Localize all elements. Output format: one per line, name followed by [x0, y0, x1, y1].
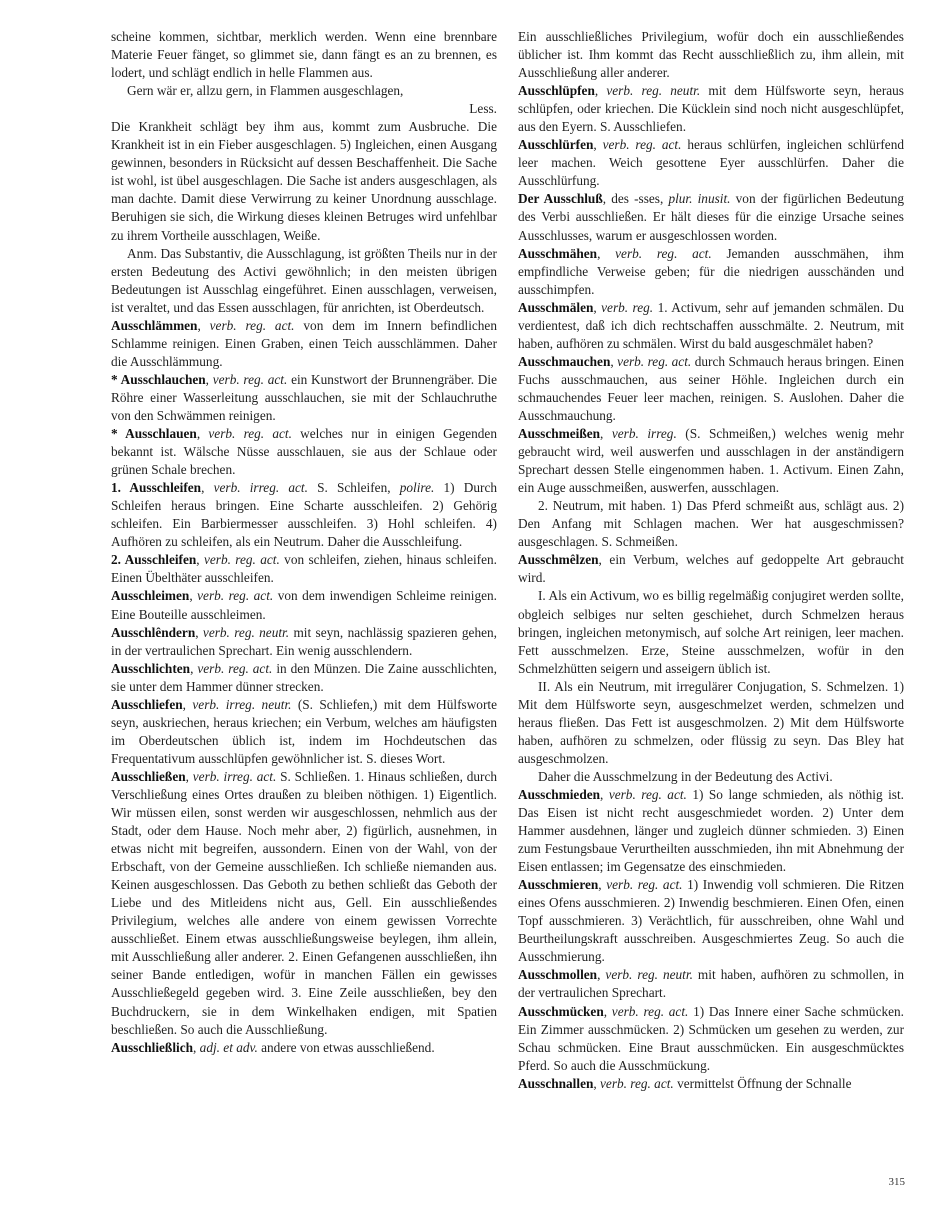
grammar-label: verb. reg. neutr.	[202, 624, 290, 640]
entry-ausschmaehen: Ausschmähen, verb. reg. act. Jemanden ausschmähen, ihm empfindliche Verweise geben; für die niedrigen ausschänden und ausschimpfen.	[518, 245, 904, 297]
annotation-paragraph: Anm. Das Substantiv, die Ausschlagung, ist größten Theils nur in der ersten Bedeutung des Activi gewöhnlich; in den meisten übrigen Bedeutungen ist Ausschlag eingeführet. Einen ausschlagen, verweisen, ist veraltet, und das Essen ausschlagen, für anrichten, ist Oberdeutsch.	[111, 245, 497, 315]
entry-ausschmaelen: Ausschmälen, verb. reg. 1. Activum, sehr auf jemanden schmälen. Du verdientest, daß ich dich rechtschaffen ausschmälte. 2. Neutrum, mit haben, aufhören zu schmälen. Wirst du bald ausgeschmälet haben?	[518, 299, 904, 351]
entry-headword: Ausschlämmen	[111, 317, 198, 333]
entry-text: , ein Verbum, welches auf gedoppelte Art gebraucht wird.	[518, 552, 904, 586]
page-number: 315	[888, 1176, 905, 1188]
entry-headword: Ausschnallen	[518, 1075, 594, 1091]
grammar-label: verb. reg. act.	[602, 137, 682, 153]
entry-article: Der	[518, 191, 544, 207]
left-column	[111, 28, 497, 1057]
entry-headword: Ausschlüpfen	[518, 83, 595, 99]
entry-headword: Ausschließlich	[111, 1039, 194, 1055]
entry-text: S. Schleifen,	[307, 480, 400, 496]
entry-text: mit seyn, nachlässig spazieren gehen, in der vertraulichen Sprechart. Ein wenig ausschlendern.	[111, 624, 497, 658]
entry-ausschlendern: Ausschlêndern, verb. reg. neutr. mit seyn, nachlässig spazieren gehen, in der vertraulichen Sprechart. Ein wenig ausschlendern.	[111, 624, 497, 658]
entry-ausschliesslich: Ausschließlich, adj. et adv. andere von etwas ausschließend.	[111, 1039, 435, 1055]
entry-text: von der figürlichen Bedeutung des Verbi ausschließen. Er hält dieses für die einzige Ursache seines Ausschlusses, warum er ausgeschlossen worden.	[518, 191, 904, 243]
continued-paragraph: scheine kommen, sichtbar, merklich werden. Wenn eine brennbare Materie Feuer fänget, so glimmet sie, dann fängt es an zu brennen, es lodert, und schlägt endlich in helle Flammen aus.	[111, 29, 497, 81]
entry-text: (S. Schmeißen,) welches wenig mehr gebraucht wird, weil auswerfen und ausschlagen in der anständigern Sprechart dessen Stelle eingenommen haben. 1. Activum. Einen Zahn, ein Auge ausschmeißen, auswerfen, ausschlagen.	[518, 426, 905, 496]
entry-headword: Ausschmieren	[518, 877, 599, 893]
quote-source: Less.	[469, 101, 497, 117]
entry-ausschmieden: Ausschmieden, verb. reg. act. 1) So lange schmieden, als nöthig ist. Das Eisen ist nicht recht ausgeschmiedet worden. 2) Unter dem Hammer ausdehnen, länger und zugleich dünner schmieden. 3) Einen zum Festungsbaue Verurtheilten ausschmieden, ihn mit Abnehmung der Eisen entlassen; im Gegensatze des einschmieden.	[518, 786, 904, 875]
grammar-label: verb. irreg. neutr.	[192, 696, 292, 712]
entry-headword: Ausschlauchen	[120, 371, 206, 387]
entry-text: von schleifen, ziehen, hinaus schleifen. Einen Übelthäter ausschleifen.	[111, 552, 497, 586]
entry-ausschmieren: Ausschmieren, verb. reg. act. 1) Inwendig voll schmieren. Die Ritzen eines Ofens ausschmieren. 2) Inwendig beschmieren. Einen Ofen, einen Topf ausschmieren. 3) Verächtlich, für ausschreiben, ohne Wahl und Beurtheilungskraft ausschreiben. Ausgeschmiertes Zeug. So auch die Ausschmierung.	[518, 877, 904, 965]
entry-text: Auslohen. Daher die Ausschmauchung.	[518, 389, 904, 423]
entry-headword: Ausschlichten	[111, 660, 191, 676]
grammar-label: verb. reg. act.	[197, 660, 273, 676]
entry-ausschlichten: Ausschlichten, verb. reg. act. in den Münzen. Die Zaine ausschlichten, sie unter dem Hammer dünner strecken.	[111, 660, 497, 694]
entry-text: Jemanden ausschmähen, ihm empfindliche Verweise geben; für die niedrigen ausschänden und ausschimpfen.	[518, 245, 904, 297]
grammar-label: verb. reg. neutr.	[606, 83, 701, 99]
entry-text: 1) So lange schmieden, als nöthig ist. Das Eisen ist nicht recht ausgeschmiedet worden. 2) Unter dem Hammer ausdehnen, länger und zugleich dünner schmieden. 3) Einen zum Festungsbaue Verurtheilten ausschmieden, ihn mit Abnehmung der Eisen entlassen; im Gegensatze des einschmieden.	[518, 786, 904, 875]
entry-text: von dem im Innern befindlichen Schlamme reinigen. Einen Graben, einen Teich ausschlämmen. Daher die Ausschlämmung.	[111, 317, 497, 369]
entry-headword: Ausschmücken	[518, 1003, 604, 1019]
entry-ausschmeissen: Ausschmeißen, verb. irreg. (S. Schmeißen,) welches wenig mehr gebraucht wird, weil auswerfen und ausschlagen in der anständigern Sprechart dessen Stelle eingenommen haben. 1. Activum. Einen Zahn, ein Auge ausschmeißen, auswerfen, ausschlagen.	[518, 426, 905, 496]
entry-headword: Ausschlauen	[125, 426, 197, 442]
entry-ausschliefen: Ausschliefen, verb. irreg. neutr. (S. Schliefen,) mit dem Hülfsworte seyn, auskriechen, heraus kriechen; ein Verbum, welches am häufigsten im Oberdeutschen üblich ist, indem im Hochdeutschen das Frequentativum ausschlüpfen gewöhnlicher ist. S. dieses Wort.	[111, 696, 497, 766]
entry-text: (S. Schliefen,) mit dem Hülfsworte seyn, auskriechen, heraus kriechen; ein Verbum, welches am häufigsten im Oberdeutschen üblich ist, indem im Hochdeutschen das Frequentativum ausschlüpfen gewöhnlicher ist. S. dieses Wort.	[111, 696, 497, 766]
sub-sense: II. Als ein Neutrum, mit irregulärer Conjugation, S. Schmelzen. 1) Mit dem Hülfsworte seyn, ausgeschmelzet werden, schmelzen und heraus fließen. Das Fett ist ausgeschmolzen. 2) Mit dem Hülfsworte haben, aufhören zu schmelzen, oder flüssig zu seyn. Das Bley hat ausgeschmolzen.	[518, 678, 904, 766]
entry-ausschleifen-2: 2. Ausschleifen, verb. reg. act. von schleifen, ziehen, hinaus schleifen. Einen Übelthäter ausschleifen.	[111, 552, 497, 586]
entry-text: ein Kunstwort der Brunnengräber. Die Röhre einer Wasserleitung ausschlauchen, sie mit der Schlauchruthe von den Schwämmen reinigen.	[111, 371, 497, 423]
entry-number: 2.	[111, 552, 125, 568]
entry-text: mit haben, aufhören zu schmollen, in der vertraulichen Sprechart.	[518, 967, 904, 1001]
entry-text: vermittelst Öffnung der Schnalle	[673, 1075, 852, 1091]
entry-ausschmollen: Ausschmollen, verb. reg. neutr. mit haben, aufhören zu schmollen, in der vertraulichen Sprechart.	[518, 967, 904, 1001]
entry-text: 1. Activum, sehr auf jemanden schmälen. Du verdientest, daß ich dich rechtschaffen ausschmälte. 2. Neutrum, mit haben, aufhören zu schmälen. Wirst du bald ausgeschmälet haben?	[518, 299, 904, 351]
sub-sense: Daher die Ausschmelzung in der Bedeutung des Activi.	[538, 768, 833, 784]
grammar-label: verb. reg. act.	[617, 353, 692, 369]
entry-ausschnallen: Ausschnallen, verb. reg. act. vermittelst Öffnung der Schnalle	[518, 1075, 852, 1091]
sub-sense: 2. Neutrum, mit haben. 1) Das Pferd schmeißt aus, schlägt aus. 2) Den Anfang mit Schlagen machen. Wer hat ausgeschmissen? ausgeschlagen. S. Schmeißen.	[518, 498, 904, 550]
grammar-label: verb. reg. act.	[611, 1003, 689, 1019]
entry-headword: Ausschmälen	[518, 299, 594, 315]
grammar-label: verb. irreg. act.	[192, 768, 277, 784]
entry-ausschluerfen: Ausschlürfen, verb. reg. act. heraus schlürfen, ingleichen schlürfend leer machen. Weich gesottene Eyer ausschlürfen. Daher die Ausschlürfung.	[518, 137, 904, 189]
grammar-label: plur. inusit.	[668, 191, 731, 207]
entry-headword: Ausschmieden	[518, 786, 601, 802]
entry-text: durch Schmauch heraus bringen. Einen Fuchs ausschmauchen, aus seiner Höhle. Ingleichen durch ein schmauchendes Feuer leer machen, reinigen. S.	[518, 353, 904, 405]
entry-headword: Ausschliefen	[111, 696, 183, 712]
entry-headword: Ausschlürfen	[518, 137, 594, 153]
grammar-label: verb. reg. neutr.	[605, 967, 693, 983]
entry-marker: *	[111, 371, 121, 387]
latin-gloss: polire.	[399, 480, 435, 496]
entry-headword: Ausschmauchen	[518, 353, 611, 369]
entry-ausschmelzen	[518, 551, 904, 587]
entry-ausschleifen-1: 1. Ausschleifen, verb. irreg. act. S. Schleifen, polire. 1) Durch Schleifen heraus bringen. Eine Scharte ausschleifen. 2) Gehörig schleifen. Ein Barbiermesser ausschleifen. 3) Hohl schleifen. 4) Aufhören zu schleifen, als ein Neutrum. Daher die Ausschleifung.	[111, 480, 497, 550]
entry-ausschluepfen: Ausschlüpfen, verb. reg. neutr. mit dem Hülfsworte seyn, heraus schlüpfen, oder kriechen. Die Kücklein sind noch nicht ausgeschlüpfet, aus den Eyern. S. Ausschliefen.	[518, 83, 904, 135]
entry-headword: Ausschluß	[543, 191, 603, 207]
grammar-label: adj. et adv.	[199, 1039, 258, 1055]
grammar-label: verb. reg. act.	[608, 786, 687, 802]
entry-ausschlaemmen: Ausschlämmen, verb. reg. act. von dem im Innern befindlichen Schlamme reinigen. Einen Graben, einen Teich ausschlämmen. Daher die Ausschlämmung.	[111, 317, 497, 369]
entry-headword: Ausschleimen	[111, 588, 190, 604]
grammar-label: verb. irreg.	[611, 426, 677, 442]
entry-headword: Ausschleifen	[129, 480, 202, 496]
entry-headword: Ausschmollen	[518, 967, 598, 983]
grammar-label: verb. reg. act.	[600, 1075, 674, 1091]
entry-ausschlauchen: * Ausschlauchen, verb. reg. act. ein Kunstwort der Brunnengräber. Die Röhre einer Wasserleitung ausschlauchen, sie mit der Schlauchruthe von den Schwämmen reinigen.	[111, 371, 497, 423]
entry-ausschmauchen: Ausschmauchen, verb. reg. act. durch Schmauch heraus bringen. Einen Fuchs ausschmauchen, aus seiner Höhle. Ingleichen durch ein schmauchendes Feuer leer machen, reinigen. S. Auslohen. Daher die Ausschmauchung.	[518, 353, 904, 423]
entry-text: andere von etwas ausschließend.	[257, 1039, 435, 1055]
poem-quote: Gern wär er, allzu gern, in Flammen ausgeschlagen,	[127, 83, 404, 99]
entry-headword: Ausschmêlzen	[518, 552, 599, 568]
entry-headword: Ausschlêndern	[111, 624, 196, 640]
entry-text: von dem inwendigen Schleime reinigen. Eine Bouteille ausschleimen.	[111, 588, 497, 622]
right-column	[518, 28, 904, 1093]
entry-text: in den Münzen. Die Zaine ausschlichten, sie unter dem Hammer dünner strecken.	[111, 660, 497, 694]
entry-ausschliessen: Ausschließen, verb. irreg. act. S. Schließen. 1. Hinaus schließen, durch Verschließung eines Ortes draußen zu bleiben nöthigen. 1) Eigentlich. Wir müssen eilen, sonst werden wir ausgeschlossen, nehmlich aus der Stadt, oder dem Hause. Noch mehr aber, 2) figürlich, ausnehmen, in etwas nicht mit begreifen, aussondern. Einen von der Wahl, von der Erbschaft, von der Gemeine ausschließen. Ich schließe niemanden aus. Keinen ausgeschlossen. Das Geboth zu bethen schließt das Geboth der Liebe und des Mitleidens nicht aus, Gell. Ein ausschließendes Privilegium, welches alle andere von einem gewissen Vorrechte ausschließet. Einem etwas ausschließungsweise beylegen, ihm allein, mit Ausschließung aller anderer. 2. Einen Gefangenen ausschließen, ihn seiner Bande entledigen, wofür in manchen Fällen ein gewisses Ausschließegeld gegeben wird. 3. Eine Zeile ausschließen, bey den Buchdruckern, sie in dem Winkelhaken endigen, mit Spatien beschließen. So auch die Ausschließung.	[111, 768, 497, 1037]
entry-text: heraus schlürfen, ingleichen schlürfend leer machen. Weich gesottene Eyer ausschlürfen. Daher die Ausschlürfung.	[518, 137, 904, 189]
entry-ausschlauen: * Ausschlauen, verb. reg. act. welches nur in einigen Gegenden bekannt ist. Wälsche Nüsse ausschlauen, sie aus der Schlaue oder grünen Schale brechen.	[111, 426, 497, 478]
entry-ausschluss	[518, 190, 904, 244]
grammar-label: verb. reg.	[601, 299, 654, 315]
grammar-label: verb. irreg. act.	[213, 480, 308, 496]
grammar-label: verb. reg. act.	[197, 588, 274, 604]
grammar-label: verb. reg. act.	[606, 877, 683, 893]
grammar-label: verb. reg. act.	[212, 371, 288, 387]
entry-text: 1) Inwendig voll schmieren. Die Ritzen eines Ofens ausschmieren. 2) Inwendig beschmieren. Einen Ofen, einen Topf ausschmieren. 3) Verächtlich, für ausschreiben, ohne Wahl und Beurtheilungskraft ausschreiben. Ausgeschmiertes Zeug. So auch die Ausschmierung.	[518, 877, 904, 965]
entry-ausschleimen: Ausschleimen, verb. reg. act. von dem inwendigen Schleime reinigen. Eine Bouteille ausschleimen.	[111, 588, 497, 622]
grammar-label: verb. reg. act.	[209, 317, 295, 333]
entry-headword: Ausschließen	[111, 768, 186, 784]
entry-headword: Ausschmeißen	[518, 426, 601, 442]
entry-text: 1) Durch Schleifen heraus bringen. Eine Scharte ausschleifen. 2) Gehörig schleifen. Ein Barbiermesser ausschleifen. 3) Hohl schleifen. 4) Aufhören zu schleifen, als ein Neutrum. Daher die Ausschleifung.	[111, 480, 497, 550]
entry-number: 1.	[111, 480, 130, 496]
continued-paragraph: Ein ausschließliches Privilegium, wofür doch ein ausschließendes üblicher ist. Ihm kommt das Recht ausschließlich zu, ihm allein, mit Ausschließung aller anderer.	[518, 29, 904, 81]
entry-ausschmuecken: Ausschmücken, verb. reg. act. 1) Das Innere einer Sache schmücken. Ein Zimmer ausschmücken. 2) Schmücken um gesehen zu werden, zur Schau schmücken. Eine Braut ausschmücken. Ein ausgeschmücktes Pferd. So auch die Ausschmückung.	[518, 1003, 904, 1073]
grammar-label: verb. reg. act.	[615, 245, 712, 261]
entry-headword: Ausschmähen	[518, 245, 598, 261]
entry-text: S. Schließen. 1. Hinaus schließen, durch Verschließung eines Ortes draußen zu bleiben nöthigen. 1) Eigentlich. Wir müssen eilen, sonst werden wir ausgeschlossen, nehmlich aus der Stadt, oder dem Hause. Noch mehr aber, 2) figürlich, ausnehmen, in etwas nicht mit begreifen, aussondern. Einen von der Wahl, von der Erbschaft, von der Gemeine ausschließen. Ich schließe niemanden aus. Keinen ausgeschlossen. Das Geboth zu bethen schließt das Geboth der Liebe und des Mitleidens nicht aus, Gell. Ein ausschließendes Privilegium, welches alle andere von einem gewissen Vorrechte ausschließet. Einem etwas ausschließungsweise beylegen, ihm allein, mit Ausschließung aller anderer. 2. Einen Gefangenen ausschließen, ihn seiner Bande entledigen, wofür in manchen Fällen ein gewisses Ausschließegeld gegeben wird. 3. Eine Zeile ausschließen, bey den Buchdruckern, sie in dem Winkelhaken endigen, mit Spatien beschließen. So auch die Ausschließung.	[111, 768, 497, 1037]
grammar-label: verb. reg. act.	[203, 552, 280, 568]
paragraph: Die Krankheit schlägt bey ihm aus, kommt zum Ausbruche. Die Krankheit ist in ein Fieber ausgeschlagen. 5) Ingleichen, einen Ausgang gewinnen, besonders in Rücksicht auf dessen Beschaffenheit. Die Sache ist wohl, ist übel ausgeschlagen. Die Sache ist anders ausgeschlagen, als man dachte. Damit diese Verwirrung zu keiner Unordnung ausschlage. Beruhigen sie sich, die Wirkung dieses kleinen Betruges wird unfehlbar zu ihrem Vortheile ausschlagen, Weiße.	[111, 119, 497, 243]
entry-text: 1) Das Innere einer Sache schmücken. Ein Zimmer ausschmücken. 2) Schmücken um gesehen zu werden, zur Schau schmücken. Eine Braut ausschmücken. Ein ausgeschmücktes Pferd. So auch die Ausschmückung.	[518, 1003, 904, 1073]
entry-text: welches nur in einigen Gegenden bekannt ist. Wälsche Nüsse ausschlauen, sie aus der Schlaue oder grünen Schale brechen.	[111, 426, 497, 478]
grammar-label: verb. reg. act.	[208, 426, 292, 442]
entry-marker: *	[111, 426, 126, 442]
entry-text: mit dem Hülfsworte seyn, heraus schlüpfen, oder kriechen. Die Kücklein sind noch nicht ausgeschlüpfet, aus den Eyern. S. Ausschliefen.	[518, 83, 904, 135]
sub-sense: I. Als ein Activum, wo es billig regelmäßig conjugiret werden sollte, obgleich selbiges nur selten geschiehet, durch Schmelzen heraus bringen, ingleichen metonymisch, auf solche Art reinigen, leer machen. Fett ausschmelzen. Erze, Steine ausschmelzen, wofür in den Schmelzhütten seigern und asseigern üblich ist.	[518, 588, 904, 676]
entry-text: , des -sses,	[602, 191, 669, 207]
entry-headword: Ausschleifen	[124, 552, 197, 568]
